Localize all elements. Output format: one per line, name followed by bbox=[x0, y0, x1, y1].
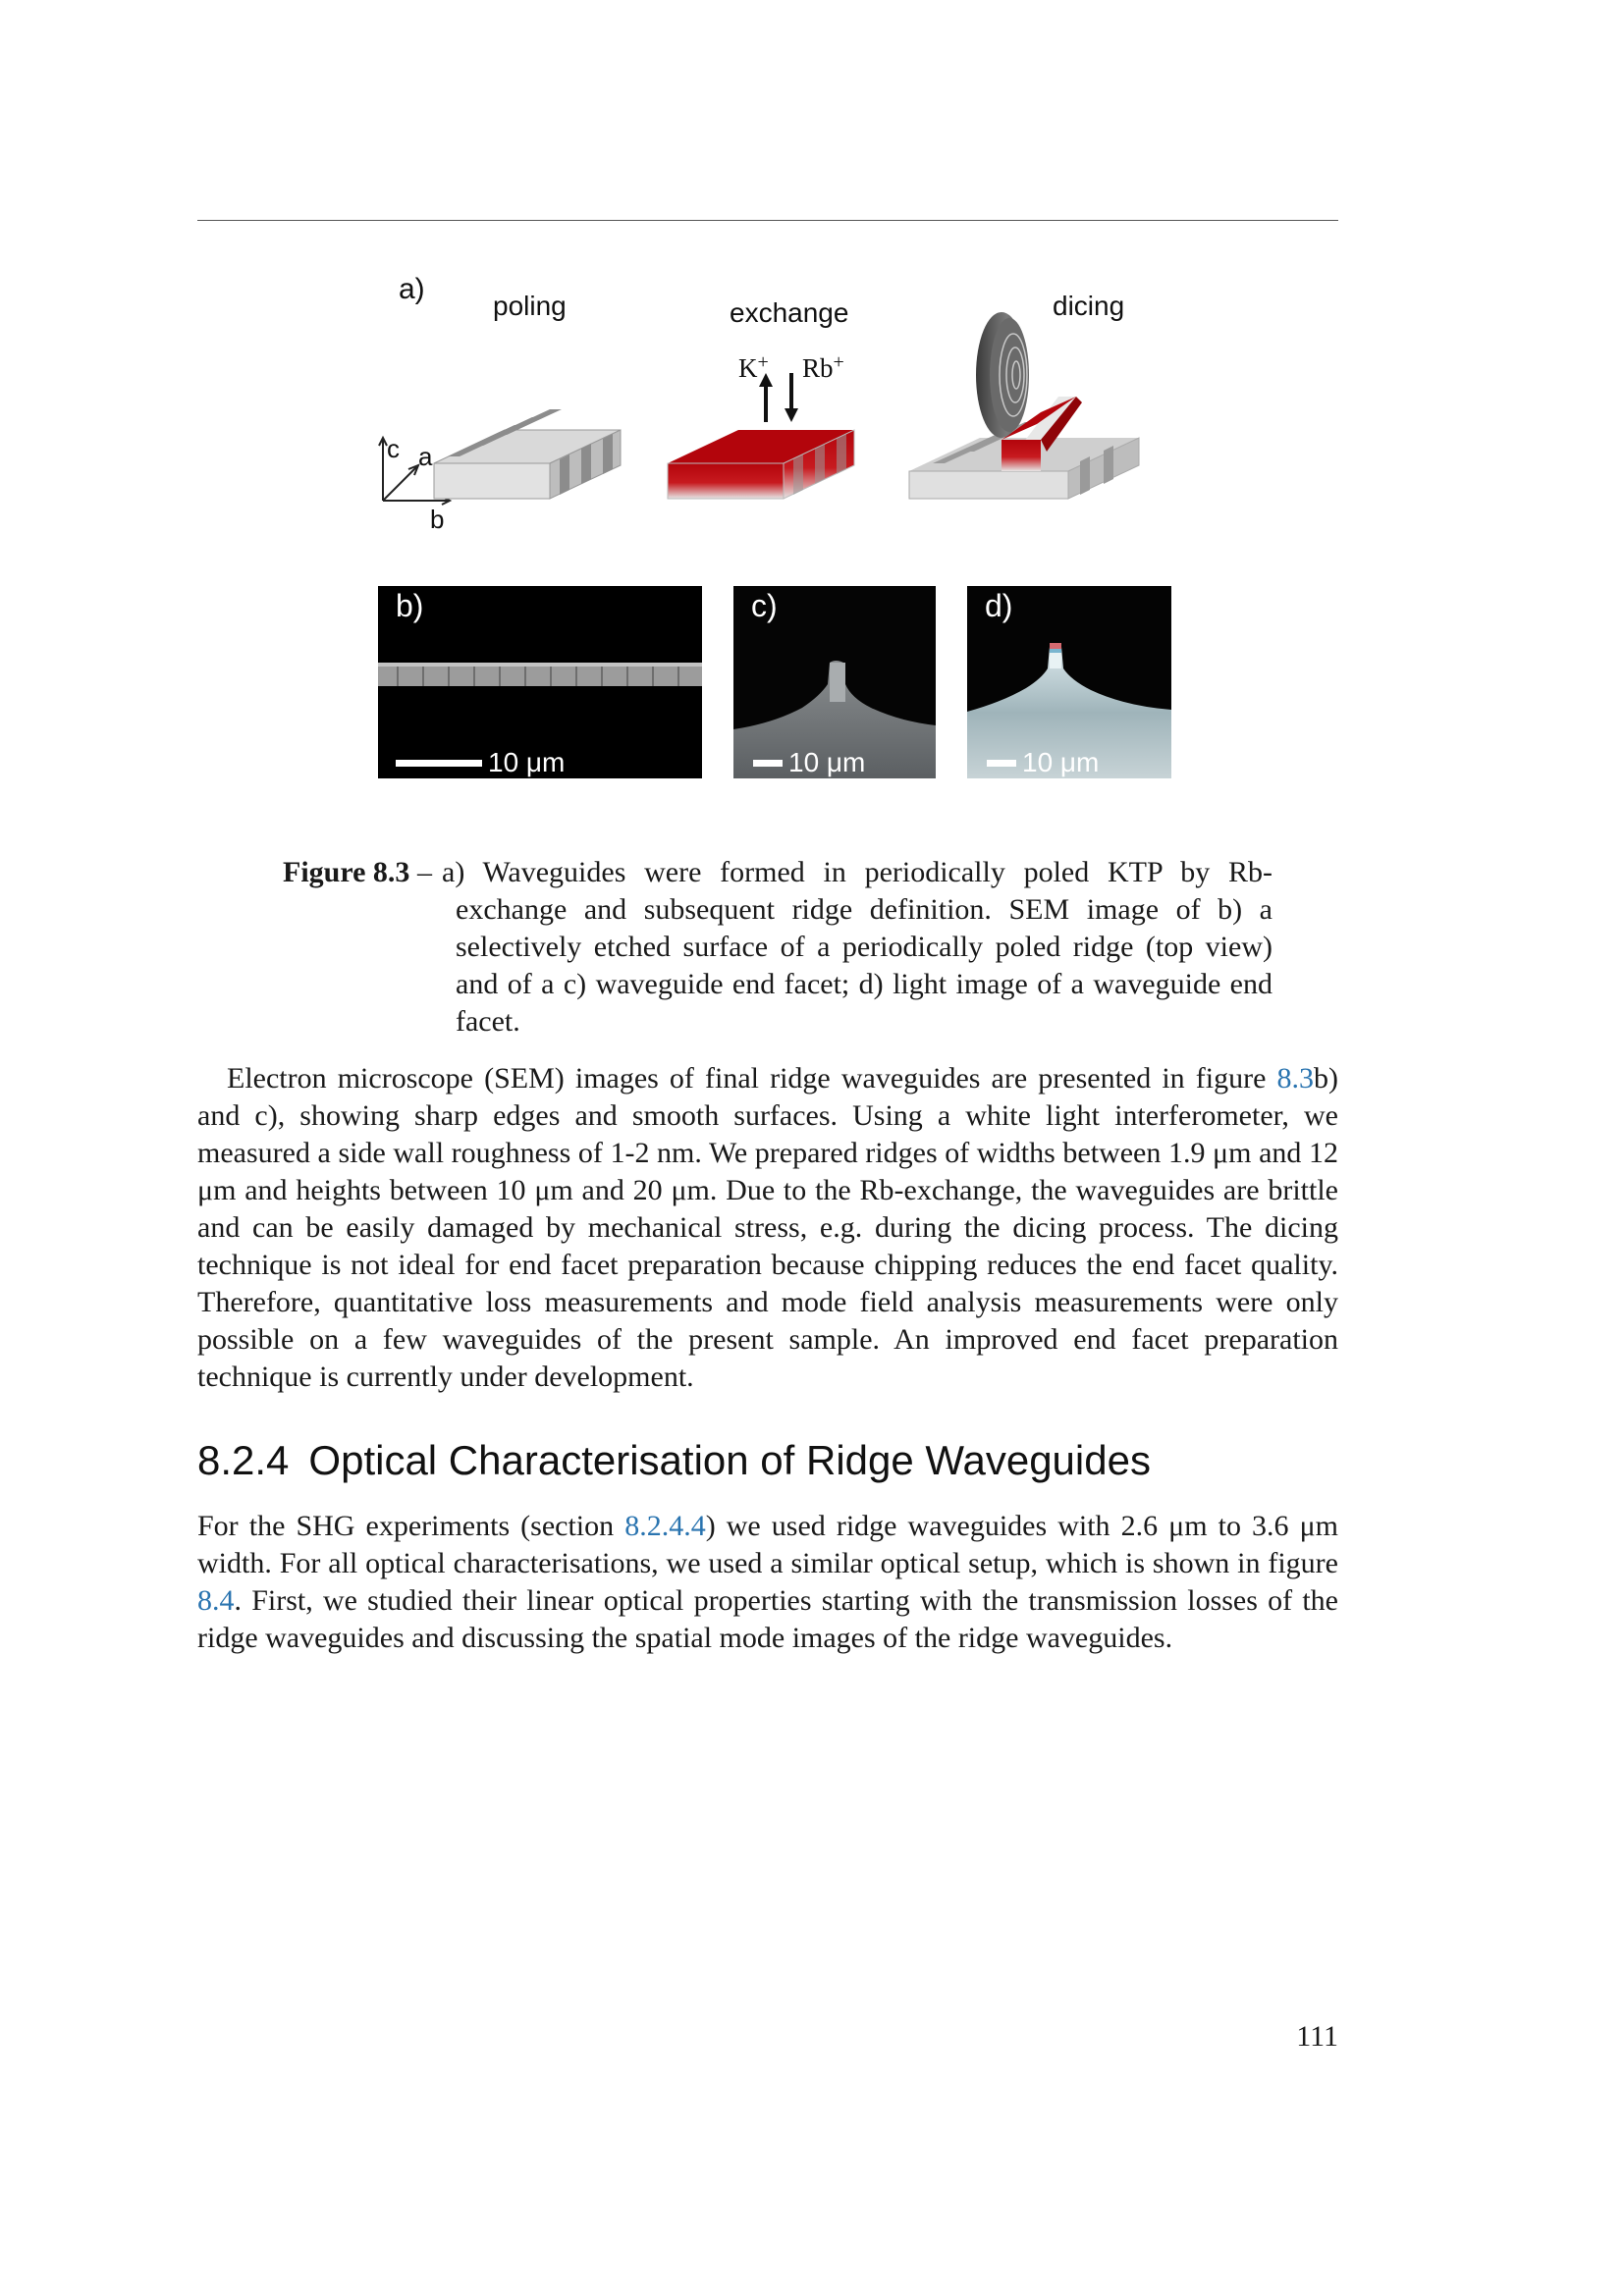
figure-ref-link-2[interactable]: 8.4 bbox=[197, 1584, 235, 1617]
step-dicing-label: dicing bbox=[1053, 291, 1125, 321]
exchange-crystal bbox=[668, 430, 854, 499]
scale-bar-b: 10 μm bbox=[396, 747, 565, 778]
scale-bar-c: 10 μm bbox=[753, 747, 865, 778]
ion-rb: Rb+ bbox=[802, 351, 844, 383]
exchange-arrows bbox=[759, 373, 798, 422]
panel-b-label: b) bbox=[396, 588, 424, 623]
light-image-end-facet bbox=[967, 586, 1171, 778]
panel-d-label: d) bbox=[985, 588, 1013, 623]
dicing-wheel-icon bbox=[976, 312, 1029, 438]
ion-k: K+ bbox=[738, 351, 769, 383]
step-exchange-label: exchange bbox=[730, 297, 849, 328]
paragraph-optical-characterisation: For the SHG experiments (section 8.2.4.4) we used ridge waveguides with 2.6 μm to 3.6 μm width. For all optical characterisations, we used a similar optical setup, which is shown in figure 8.4. First, we studied their linear optical properties starting with the transmission losses of the ridge waveguides and discussing the spatial mode images of the ridge waveguides. bbox=[197, 1510, 1338, 1654]
panel-c-label: c) bbox=[751, 588, 778, 623]
section-title: Optical Characterisation of Ridge Waveguides bbox=[308, 1437, 1151, 1483]
figure-8-3 bbox=[373, 265, 1188, 795]
header-rule bbox=[197, 220, 1338, 221]
process-schematic bbox=[373, 265, 1188, 560]
poling-crystal bbox=[434, 409, 621, 499]
panel-a-label: a) bbox=[399, 273, 425, 305]
section-heading bbox=[197, 1437, 1151, 1484]
page-number: 111 bbox=[1296, 2020, 1338, 2053]
section-ref-link[interactable]: 8.2.4.4 bbox=[624, 1510, 706, 1542]
axis-b-label: b bbox=[430, 505, 445, 534]
paragraph-sem-results: Electron microscope (SEM) images of final ridge waveguides are presented in figure 8.3b) and c), showing sharp edges and smooth surfaces. Using a white light interferometer, we measured a side wall roughness of 1-2 nm. We prepared ridges of widths between 1.9 μm and 12 μm and heights between 10 μm and 20 μm. Due to the Rb-exchange, the waveguides are brittle and can be easily damaged by mechanical stress, e.g. during the dicing process. The dicing technique is not ideal for end facet preparation because chipping reduces the end facet quality. Therefore, quantitative loss measurements and mode field analysis measurements were only possible on a few waveguides of the present sample. An improved end facet preparation technique is currently under development. bbox=[197, 1062, 1338, 1393]
axis-a-label: a bbox=[418, 442, 433, 471]
axis-c-label: c bbox=[387, 434, 400, 463]
step-poling-label: poling bbox=[493, 291, 567, 321]
caption-label: Figure 8.3 – bbox=[283, 856, 432, 888]
sem-image-top-view bbox=[378, 586, 702, 778]
caption-text: a) Waveguides were formed in periodically poled KTP by Rb-exchange and subsequent ridge definition. SEM image of b) a selectively etched surface of a periodically poled ridge (top view) and of a c) waveguide end facet; d) light image of a waveguide end facet. bbox=[442, 856, 1272, 1038]
section-number: 8.2.4 bbox=[197, 1437, 290, 1483]
scale-bar-d: 10 μm bbox=[987, 747, 1099, 778]
sem-image-end-facet bbox=[733, 586, 936, 778]
figure-ref-link[interactable]: 8.3 bbox=[1276, 1062, 1314, 1095]
